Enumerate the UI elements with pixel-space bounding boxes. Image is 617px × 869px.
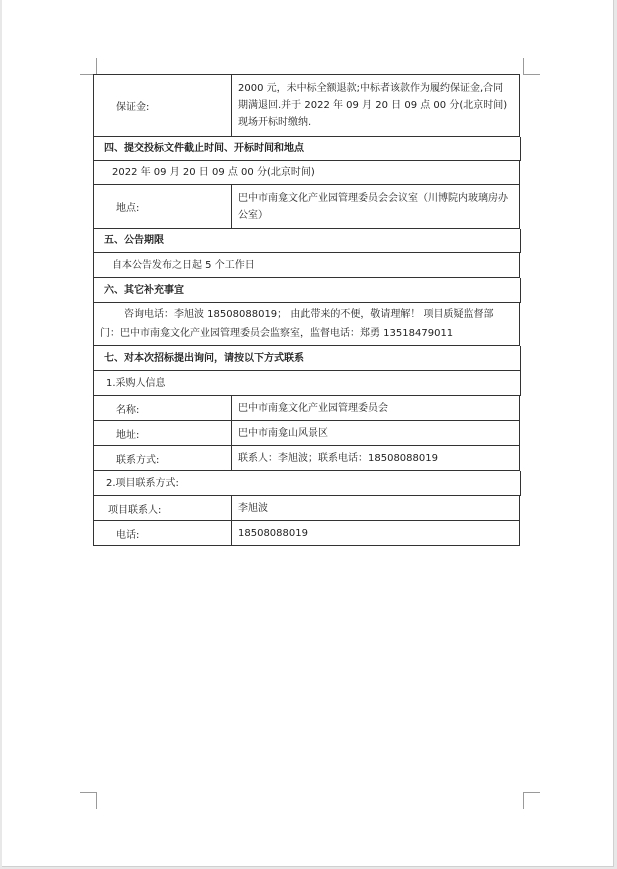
deposit-label: 保证金: [94,75,232,136]
deposit-text: 2000 元，未中标全额退款;中标者该款作为履约保证金,合同期满退回.并于 2022 年 09 月 20 日 09 点 00 分(北京时间)现场开标时缴纳. [238,83,508,128]
project-phone-value: 18508088019 [238,527,308,539]
section7-heading-row [93,346,521,371]
purchaser-contact-label: 联系方式: [94,446,232,470]
tender-table [93,74,520,546]
section6-heading-row [93,278,521,303]
section5-text: 自本公告发布之日起 5 个工作日 [112,259,255,271]
crop-mark-bottom-right [523,792,540,809]
project-phone-label: 电话: [94,521,232,545]
section4-heading-row [93,137,521,161]
section6-text-row [93,303,520,346]
purchaser-name-label: 名称: [94,396,232,420]
purchaser-address-value: 巴中市南龛山风景区 [238,427,328,439]
table-row [93,396,520,421]
section5-heading: 五、公告期限 [104,235,164,246]
purchaser-contact-value: 联系人：李旭波；联系电话：18508088019 [238,452,438,464]
crop-mark-top-left [80,58,97,75]
section6-text: 咨询电话：李旭波 18508088019； 由此带来的不便，敬请理解！ 项目质疑监督部门：巴中市南龛文化产业园管理委员会监察室，监督电话：郑勇 13518479011 [100,309,494,339]
location-label: 地点: [94,185,232,228]
purchaser-title: 1.采购人信息 [106,377,166,389]
location-value: 巴中市南龛文化产业园管理委员会会议室（川博院内玻璃房办公室） [238,192,508,221]
deposit-row [93,74,520,137]
section7-heading: 七、对本次招标提出询问，请按以下方式联系 [104,352,304,364]
section5-heading-row [93,229,521,253]
section4-heading: 四、提交投标文件截止时间、开标时间和地点 [104,143,304,154]
purchaser-address-label: 地址: [94,421,232,445]
section6-heading: 六、其它补充事宜 [104,284,184,296]
crop-mark-top-right [523,58,540,75]
purchaser-title-row [93,371,521,396]
table-row [93,446,520,471]
project-contact-label: 项目联系人: [94,496,232,520]
project-contact-value: 李旭波 [238,502,268,514]
project-title-row [93,471,521,496]
crop-mark-bottom-left [80,792,97,809]
project-title: 2.项目联系方式: [106,477,179,489]
section4-time-row [93,161,520,185]
section4-time: 2022 年 09 月 20 日 09 点 00 分(北京时间) [112,167,315,178]
table-row [93,421,520,446]
purchaser-name-value: 巴中市南龛文化产业园管理委员会 [238,402,388,414]
table-row [93,496,520,521]
section4-location-row [93,185,520,229]
table-row [93,521,520,546]
section5-text-row [93,253,520,278]
